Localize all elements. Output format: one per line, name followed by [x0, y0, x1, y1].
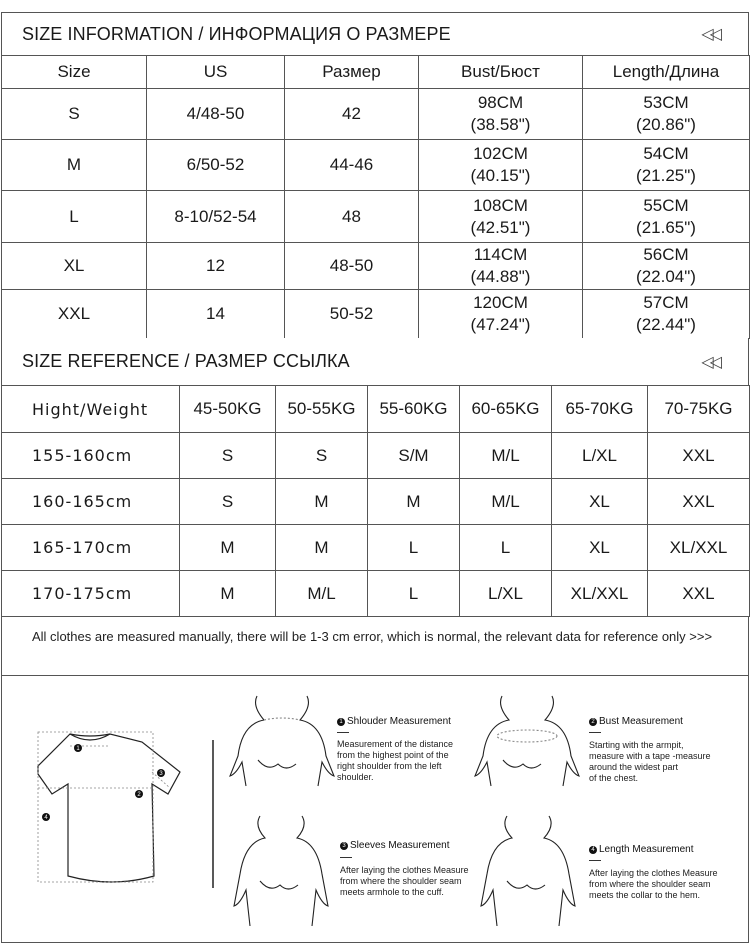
bust-cell [419, 243, 583, 290]
divider [589, 732, 601, 733]
column-header: 60-65KG [460, 386, 552, 433]
table-row [2, 479, 750, 525]
size-cell: M [368, 479, 460, 525]
column-header: 55-60KG [368, 386, 460, 433]
number-badge: 4 [589, 846, 597, 854]
section-title: SIZE INFORMATION / ИНФОРМАЦИЯ О РАЗМЕРЕ [22, 23, 451, 44]
divider [337, 732, 349, 733]
inch-value: (42.51") [470, 217, 531, 237]
table-row [2, 525, 750, 571]
table-row [2, 140, 750, 191]
measurement-guides [38, 732, 170, 882]
razmer-cell: 48-50 [285, 243, 419, 290]
us-cell: 8-10/52-54 [147, 191, 285, 243]
column-header: US [147, 56, 285, 89]
sleeves-measurement-text: After laying the clothes Measure from where the shoulder seam meets armhole to the cuff. [340, 865, 469, 897]
size-cell: M [2, 140, 147, 191]
size-cell: XL/XXL [648, 525, 750, 571]
size-reference-table [1, 385, 750, 617]
inch-value: (20.86") [636, 115, 696, 134]
height-cell: 170-175cm [2, 571, 180, 617]
cm-value: 56CM [643, 245, 689, 264]
number-badge: 2 [589, 718, 597, 726]
double-left-arrow-icon: ◁◁ [701, 353, 718, 371]
length-cell [583, 140, 750, 191]
table-row [2, 89, 750, 140]
marker-3: 3 [159, 771, 163, 777]
cm-value: 98CM [477, 93, 524, 112]
razmer-cell: 48 [285, 191, 419, 243]
table-row [2, 571, 750, 617]
tshirt-icon [38, 734, 180, 882]
divider [589, 860, 601, 861]
size-information-header [1, 12, 749, 56]
razmer-cell: 44-46 [285, 140, 419, 191]
height-cell: 155-160cm [2, 433, 180, 479]
cm-value: 114CM [473, 245, 528, 264]
measurement-note: All clothes are measured manually, there will be 1-3 cm error, which is normal, the relevant data for reference only >>> [1, 616, 749, 676]
inch-value: (21.25") [636, 166, 696, 185]
column-header: Hight/Weight [2, 386, 180, 433]
inch-value: (40.15") [470, 166, 531, 185]
body-figure-shoulder-icon [230, 696, 334, 786]
size-cell: M [276, 525, 368, 571]
height-cell: 160-165cm [2, 479, 180, 525]
body-figure-length-icon [481, 816, 575, 926]
size-reference-header [1, 338, 749, 386]
column-header: Size [2, 56, 147, 89]
length-measurement-text: After laying the clothes Measure from where the shoulder seam meets the collar to the hem. [589, 868, 718, 900]
size-information-table [1, 55, 750, 339]
table-row [2, 243, 750, 290]
table-header-row [2, 56, 750, 89]
length-cell [583, 191, 750, 243]
size-cell: XXL [2, 290, 147, 339]
size-cell: L/XL [552, 433, 648, 479]
size-cell: M [276, 479, 368, 525]
table-header-row [2, 386, 750, 433]
size-cell: S [276, 433, 368, 479]
size-cell: M/L [276, 571, 368, 617]
double-left-arrow-icon: ◁◁ [701, 26, 718, 43]
size-cell: S [2, 89, 147, 140]
inch-value: (47.24") [470, 315, 531, 334]
bust-cell [419, 290, 583, 339]
measurement-diagram [1, 676, 749, 943]
cm-value: 108CM [473, 195, 528, 215]
number-badge: 3 [340, 842, 348, 850]
cm-value: 57CM [643, 293, 689, 312]
length-cell [583, 243, 750, 290]
section-title: SIZE REFERENCE / РАЗМЕР ССЫЛКА [22, 351, 350, 371]
cm-value: 53CM [643, 93, 689, 112]
bust-cell [419, 89, 583, 140]
table-row [2, 290, 750, 339]
size-cell: XL [552, 525, 648, 571]
inch-value: (38.58") [470, 115, 531, 134]
marker-2: 2 [137, 792, 141, 798]
us-cell: 4/48-50 [147, 89, 285, 140]
height-cell: 165-170cm [2, 525, 180, 571]
size-cell: L [2, 191, 147, 243]
size-cell: L [460, 525, 552, 571]
size-cell: XL/XXL [552, 571, 648, 617]
size-cell: S [180, 479, 276, 525]
table-row [2, 433, 750, 479]
size-cell: M [180, 571, 276, 617]
shoulder-measurement-text: Measurement of the distance from the highest point of the right shoulder from the left shoulder. [337, 739, 454, 782]
bust-cell [419, 140, 583, 191]
bust-cell [419, 191, 583, 243]
size-cell: XXL [648, 433, 750, 479]
sleeves-measurement-title: 3 Sleeves Measurement [340, 840, 450, 851]
us-cell: 14 [147, 290, 285, 339]
number-badge: 1 [337, 718, 345, 726]
column-header: 65-70KG [552, 386, 648, 433]
inch-value: (44.88") [470, 267, 531, 286]
size-cell: M/L [460, 479, 552, 525]
cm-value: 120CM [473, 293, 528, 312]
shirt-number-markers [42, 744, 165, 821]
bust-measurement-text: Starting with the armpit, measure with a tape -measure around the widest part of the chest. [589, 740, 711, 783]
column-header: Length/Длина [583, 56, 750, 89]
size-cell: XL [552, 479, 648, 525]
size-cell: S [180, 433, 276, 479]
size-cell: M/L [460, 433, 552, 479]
us-cell: 12 [147, 243, 285, 290]
inch-value: (22.44") [636, 315, 696, 334]
body-figure-bust-icon [475, 696, 579, 786]
column-header: Размер [285, 56, 419, 89]
body-figure-sleeves-icon [234, 816, 328, 926]
razmer-cell: 50-52 [285, 290, 419, 339]
inch-value: (21.65") [636, 217, 696, 237]
size-cell: XL [2, 243, 147, 290]
column-header: Bust/Бюст [419, 56, 583, 89]
size-cell: XXL [648, 571, 750, 617]
size-cell: L [368, 525, 460, 571]
cm-value: 54CM [643, 144, 689, 163]
table-row [2, 191, 750, 243]
divider [340, 857, 352, 858]
length-measurement-title: 4 Length Measurement [589, 844, 694, 855]
column-header: 45-50KG [180, 386, 276, 433]
razmer-cell: 42 [285, 89, 419, 140]
size-cell: XXL [648, 479, 750, 525]
us-cell: 6/50-52 [147, 140, 285, 191]
shoulder-measurement-title: 1 Shlouder Measurement [337, 716, 451, 727]
size-cell: L [368, 571, 460, 617]
inch-value: (22.04") [636, 267, 696, 286]
marker-4: 4 [44, 815, 48, 821]
length-cell [583, 89, 750, 140]
cm-value: 102CM [473, 144, 528, 163]
length-cell [583, 290, 750, 339]
size-cell: L/XL [460, 571, 552, 617]
marker-1: 1 [76, 746, 80, 752]
column-header: 50-55KG [276, 386, 368, 433]
size-cell: M [180, 525, 276, 571]
bust-measurement-title: 2 Bust Measurement [589, 716, 683, 727]
column-header: 70-75KG [648, 386, 750, 433]
cm-value: 55CM [643, 195, 689, 215]
size-cell: S/M [368, 433, 460, 479]
